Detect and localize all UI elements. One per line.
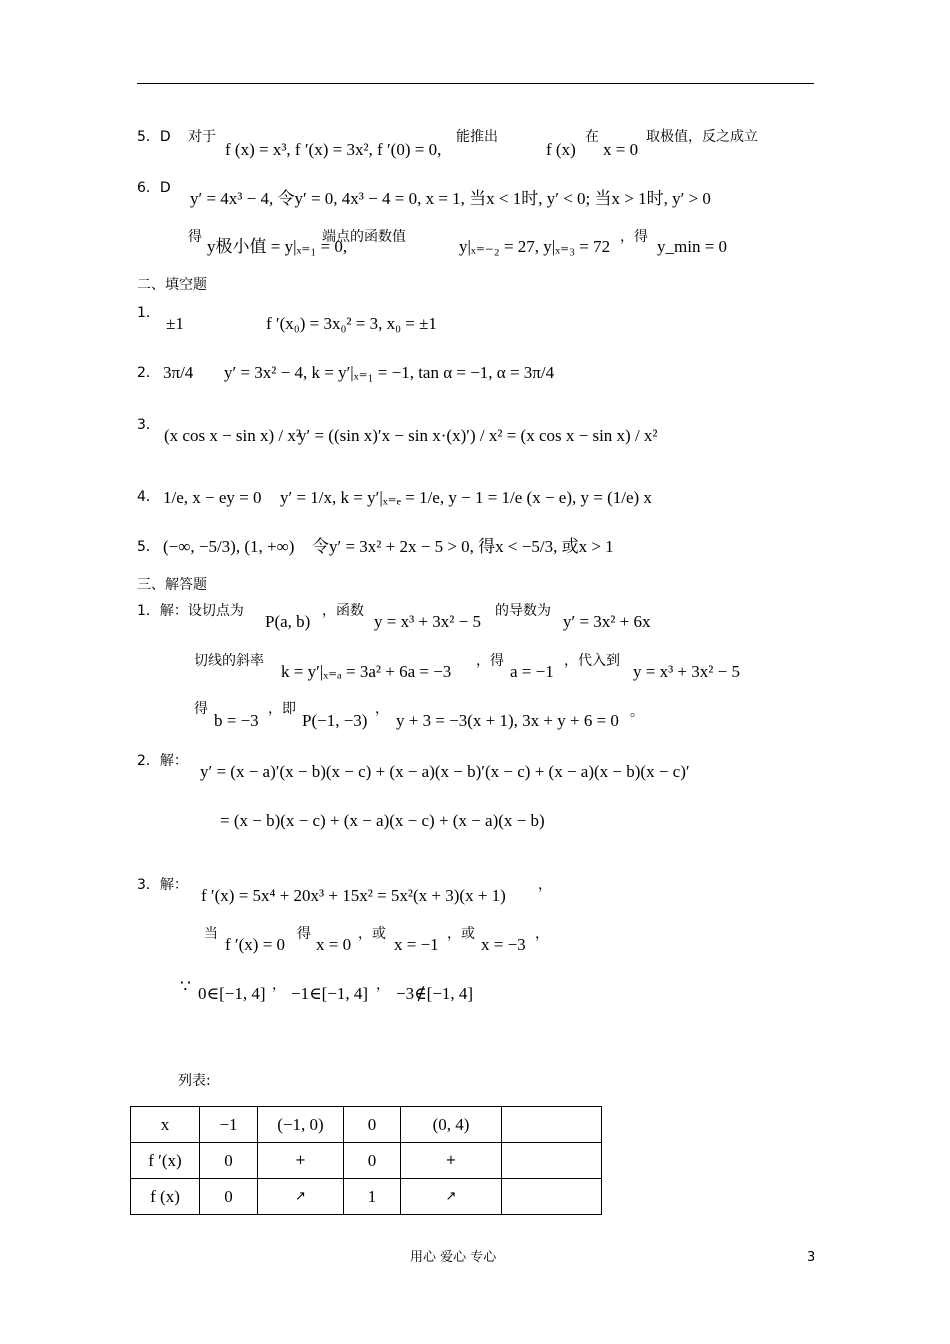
math-expression: P(a, b) — [265, 612, 311, 631]
math-expression: y + 3 = −3(x + 1), 3x + y + 6 = 0 — [396, 711, 619, 730]
text-run: ，函数 — [322, 603, 364, 619]
text-run: ，或 — [447, 926, 475, 942]
text-run: 二、填空题 — [137, 277, 207, 293]
text-run: 3． — [137, 417, 160, 433]
text-run: 在 — [585, 129, 599, 145]
math-expression: y′ = 3x² − 4, k = y′|ₓ₌₁ = −1, tan α = −1, α = 3π/4 — [224, 363, 555, 382]
text-run: 6．D — [137, 180, 171, 196]
table-cell: −1 — [200, 1107, 258, 1143]
math-expression: y|ₓ₌₋₂ = 27, y|ₓ₌₃ = 72 — [459, 237, 611, 256]
table-cell: 0 — [344, 1143, 401, 1179]
text-run: 3．解： — [137, 877, 188, 893]
text-run: ，得 — [620, 229, 648, 245]
math-expression: y′ = 3x² + 6x — [563, 612, 651, 631]
math-expression: (x cos x − sin x) / x² — [164, 426, 301, 445]
text-run: ， — [538, 877, 552, 893]
math-expression: y′ = 4x³ − 4, 令y′ = 0, 4x³ − 4 = 0, x = 1, 当x < 1时, y′ < 0; 当x > 1时, y′ > 0 — [190, 189, 711, 208]
text-run: 能推出 — [456, 129, 498, 145]
math-expression: y′ = ((sin x)′x − sin x·(x)′) / x² = (x cos x − sin x) / x² — [298, 426, 658, 445]
text-run: 得 — [297, 926, 311, 942]
text-run: ， — [535, 926, 549, 942]
text-run: 三、解答题 — [137, 577, 207, 593]
table-cell: 1 — [344, 1179, 401, 1215]
table-cell: 0 — [200, 1143, 258, 1179]
text-run: 。 — [630, 704, 644, 720]
text-run: 2． — [137, 365, 160, 381]
text-run: 取极值，反之成立 — [646, 129, 758, 145]
table-row — [131, 1143, 602, 1179]
table-cell — [502, 1107, 602, 1143]
math-expression: y = x³ + 3x² − 5 — [633, 662, 740, 681]
text-run: 的导数为 — [495, 603, 551, 619]
text-run: ，即 — [268, 701, 296, 717]
text-run: ， — [375, 701, 389, 717]
math-expression: y_min = 0 — [657, 237, 728, 256]
text-run: 端点的函数值 — [322, 229, 406, 245]
table-cell: (0, 4) — [401, 1107, 502, 1143]
text-run: 5．D — [137, 129, 171, 145]
math-expression: k = y′|ₓ₌ₐ = 3a² + 6a = −3 — [281, 662, 452, 681]
math-expression: f ′(x₀) = 3x₀² = 3, x₀ = ±1 — [266, 314, 437, 333]
math-expression: (−∞, −5/3), (1, +∞) — [163, 537, 295, 556]
text-run: 列表: — [178, 1073, 211, 1089]
math-expression: y极小值 = y|ₓ₌₁ = 0, — [207, 237, 348, 256]
page-number: 3 — [807, 1250, 816, 1265]
text-run: ， — [376, 977, 390, 993]
text-run: 切线的斜率 — [194, 653, 264, 669]
math-expression: b = −3 — [214, 711, 259, 730]
math-expression: f (x) = x³, f ′(x) = 3x², f ′(0) = 0, — [225, 140, 442, 159]
math-expression: f (x) — [546, 140, 576, 159]
math-expression: 1/e, x − ey = 0 — [163, 488, 262, 507]
table-cell: ↗ — [401, 1179, 502, 1215]
table-cell: + — [258, 1143, 344, 1179]
math-expression: y′ = (x − a)′(x − b)(x − c) + (x − a)(x − b)′(x − c) + (x − a)(x − b)(x − c)′ — [200, 762, 690, 781]
text-run: ，代入到 — [564, 653, 620, 669]
math-expression: x = −3 — [481, 935, 526, 954]
math-expression: P(−1, −3) — [302, 711, 368, 730]
math-expression: −1∈[−1, 4] — [291, 984, 369, 1003]
text-run: 得 — [188, 229, 202, 245]
math-expression: x = 0 — [316, 935, 352, 954]
text-run: 5． — [137, 539, 160, 555]
math-expression: 0∈[−1, 4] — [198, 984, 266, 1003]
math-expression: y′ = 1/x, k = y′|ₓ₌ₑ = 1/e, y − 1 = 1/e (x − e), y = (1/e) x — [280, 488, 652, 507]
header-rule — [137, 83, 814, 84]
text-run: 1．解：设切点为 — [137, 603, 244, 619]
table-cell: 0 — [200, 1179, 258, 1215]
math-expression: f ′(x) = 5x⁴ + 20x³ + 15x² = 5x²(x + 3)(x + 1) — [201, 886, 506, 905]
table-row — [131, 1107, 602, 1143]
math-expression: y = x³ + 3x² − 5 — [374, 612, 481, 631]
text-run: 4． — [137, 489, 160, 505]
text-run: 当 — [204, 926, 218, 942]
math-expression: ∵ — [180, 977, 191, 996]
math-expression: ±1 — [166, 314, 184, 333]
table-cell: + — [401, 1143, 502, 1179]
math-expression: = (x − b)(x − c) + (x − a)(x − c) + (x − a)(x − b) — [220, 811, 545, 830]
math-expression: a = −1 — [510, 662, 554, 681]
math-expression: x = 0 — [603, 140, 639, 159]
math-expression: −3∉[−1, 4] — [396, 984, 474, 1003]
text-run: ，或 — [358, 926, 386, 942]
table-row — [131, 1179, 602, 1215]
text-run: 2．解： — [137, 753, 188, 769]
sign-table — [130, 1106, 602, 1215]
table-cell: ↗ — [258, 1179, 344, 1215]
table-cell — [502, 1179, 602, 1215]
table-cell — [502, 1143, 602, 1179]
text-run: ， — [272, 977, 286, 993]
table-cell: f (x) — [131, 1179, 200, 1215]
table-cell: f ′(x) — [131, 1143, 200, 1179]
footer-motto: 用心 爱心 专心 — [410, 1250, 497, 1265]
table-cell: x — [131, 1107, 200, 1143]
math-expression: x = −1 — [394, 935, 439, 954]
math-expression: 令y′ = 3x² + 2x − 5 > 0, 得x < −5/3, 或x > 1 — [312, 537, 614, 556]
text-run: 1． — [137, 305, 160, 321]
table-cell: (−1, 0) — [258, 1107, 344, 1143]
table-cell: 0 — [344, 1107, 401, 1143]
text-run: 对于 — [188, 129, 216, 145]
text-run: 得 — [194, 701, 208, 717]
text-run: ，得 — [476, 653, 504, 669]
math-expression: 3π/4 — [163, 363, 194, 382]
math-expression: f ′(x) = 0 — [225, 935, 286, 954]
